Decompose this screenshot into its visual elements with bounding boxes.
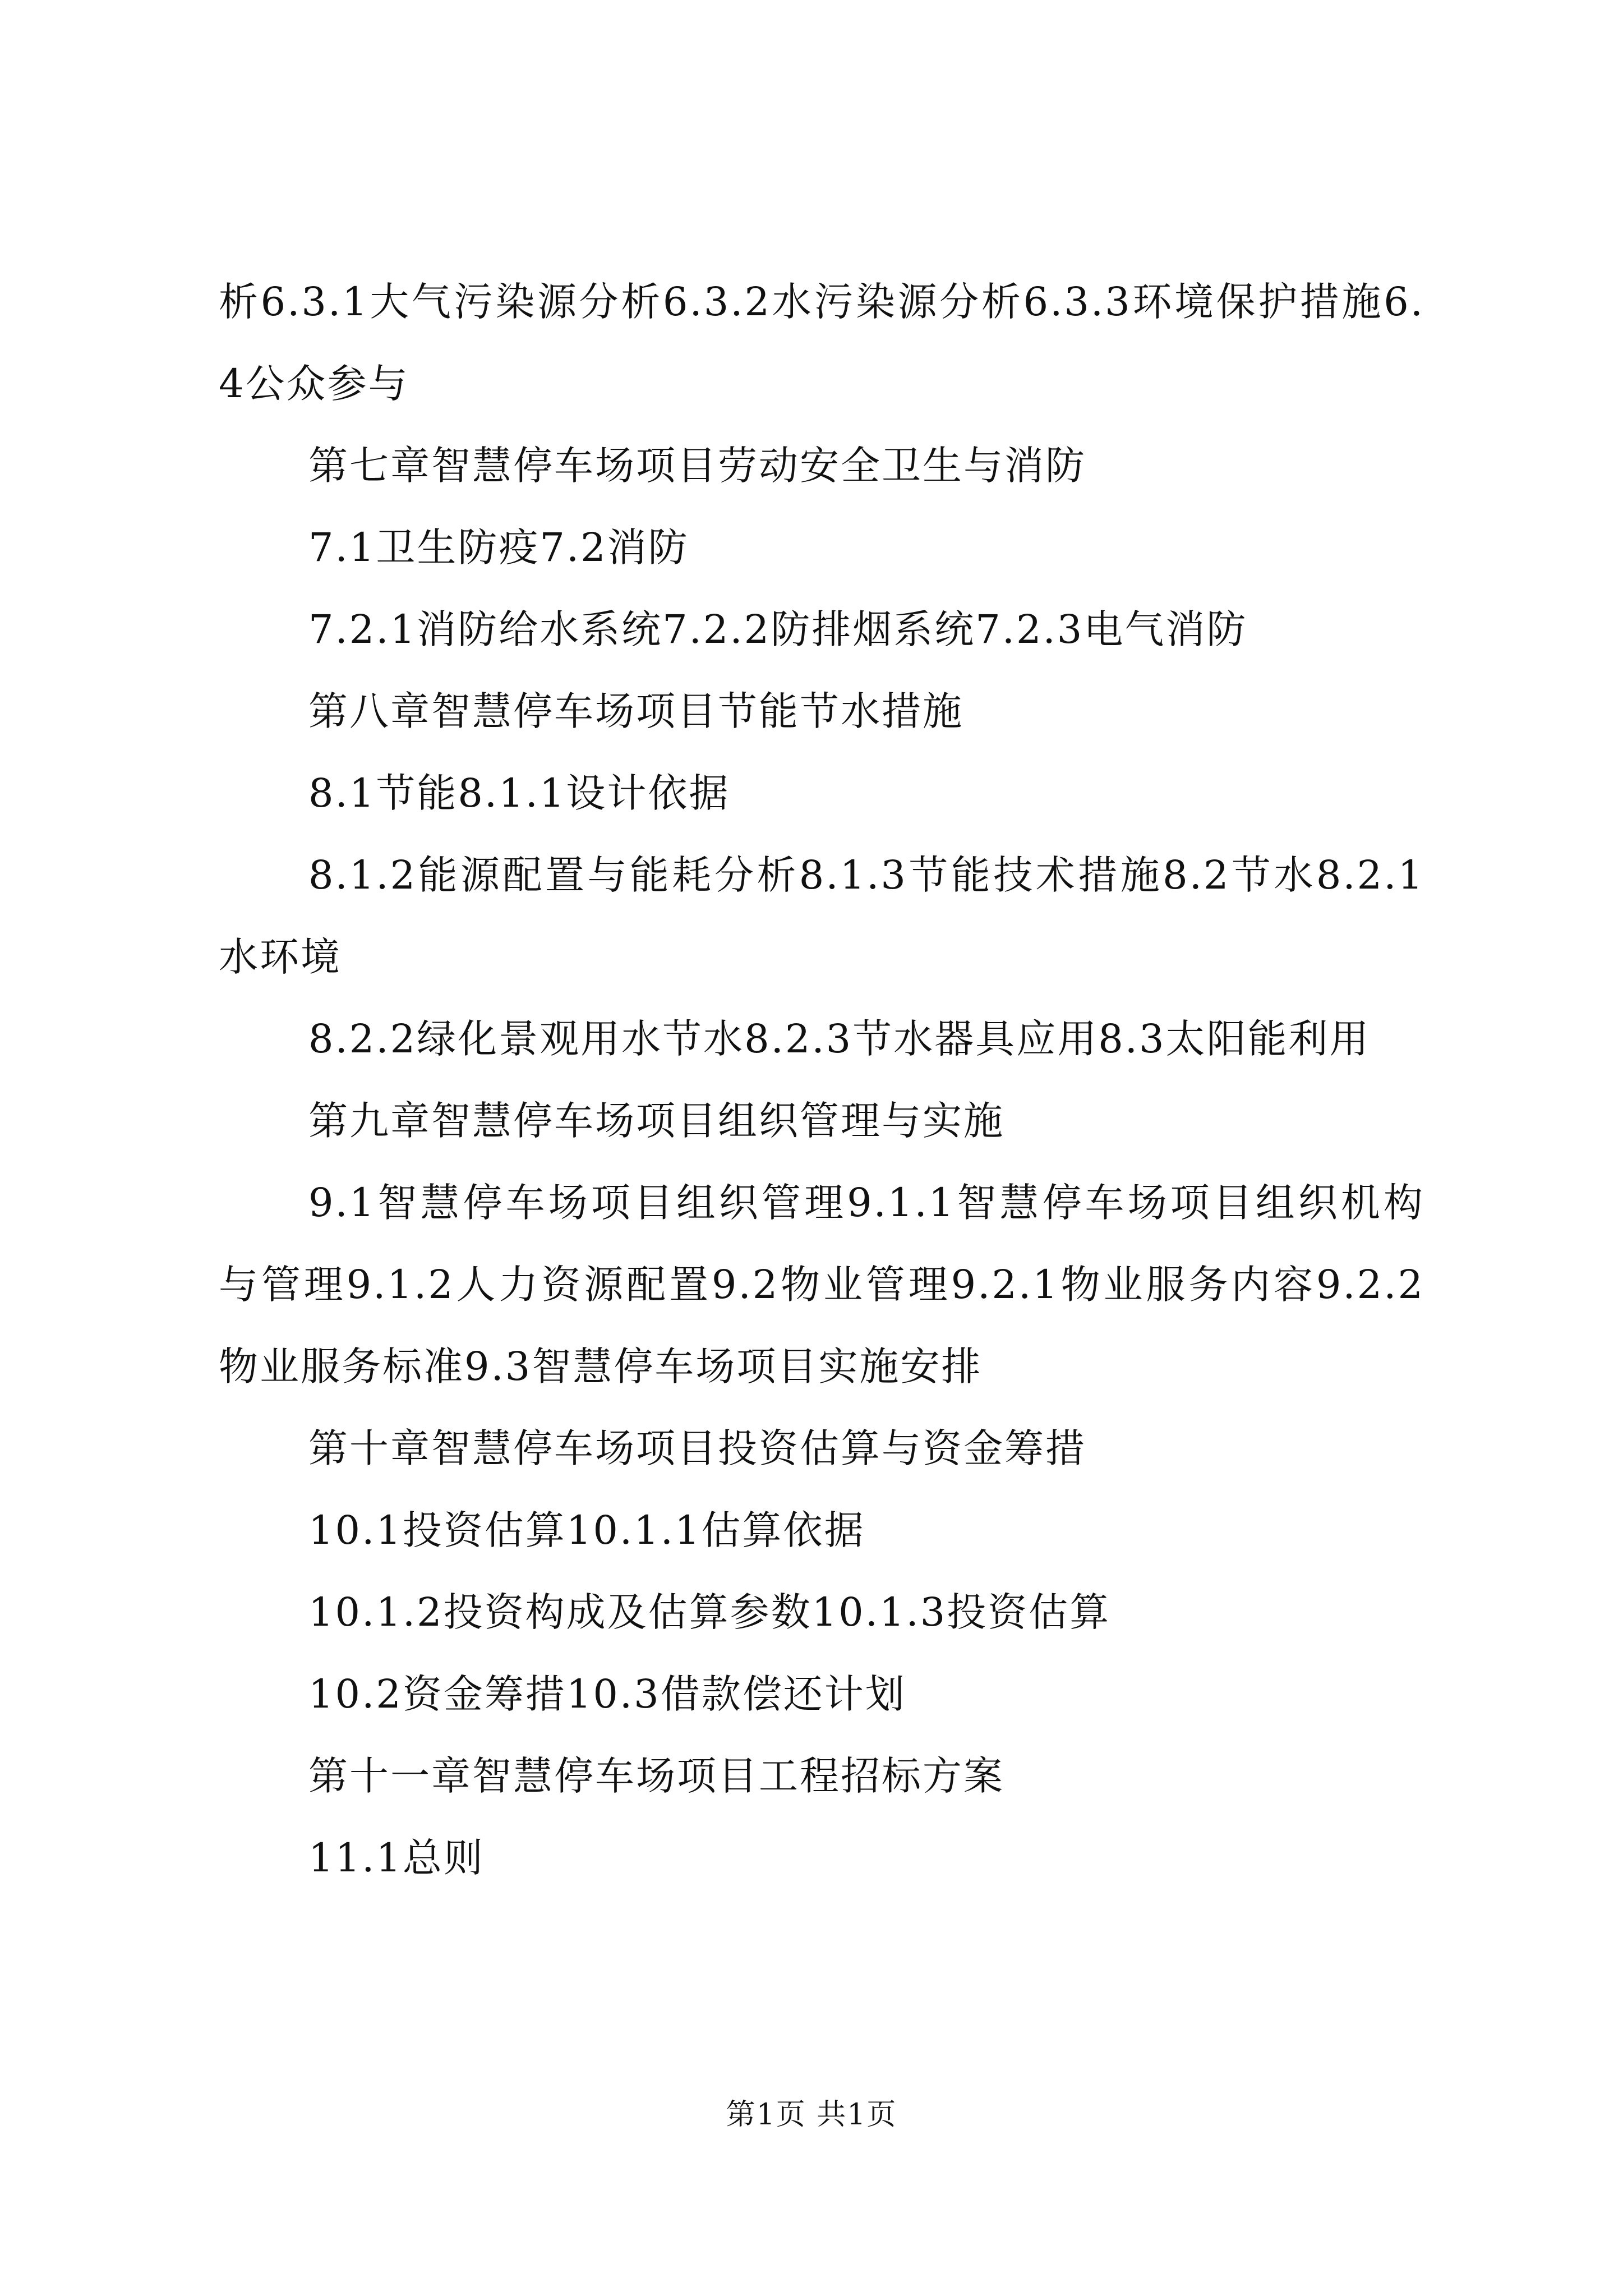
paragraph-8-2-2: 8.2.2绿化景观用水节水8.2.3节水器具应用8.3太阳能利用 <box>308 1016 1371 1062</box>
paragraph-10-2: 10.2资金筹措10.3借款偿还计划 <box>308 1671 906 1717</box>
chapter-8-heading: 第八章智慧停车场项目节能节水措施 <box>308 688 963 734</box>
paragraph-8-1: 8.1节能8.1.1设计依据 <box>308 770 730 816</box>
paragraph-7-1: 7.1卫生防疫7.2消防 <box>308 524 689 570</box>
paragraph-11-1: 11.1总则 <box>308 1835 485 1881</box>
chapter-7-heading: 第七章智慧停车场项目劳动安全卫生与消防 <box>308 443 1086 489</box>
page-number-label: 第1页 共1页 <box>726 2098 897 2132</box>
chapter-11-heading: 第十一章智慧停车场项目工程招标方案 <box>308 1753 1004 1799</box>
paragraph-10-1-2: 10.1.2投资构成及估算参数10.1.3投资估算 <box>308 1589 1111 1635</box>
paragraph-9-1: 9.1智慧停车场项目组织管理9.1.1智慧停车场项目组织机构与管理9.1.2人力资源配置9.2物业管理9.2.1物业服务内容9.2.2物业服务标准9.3智慧停车场项目实施安排 <box>219 1180 1424 1389</box>
chapter-9-heading: 第九章智慧停车场项目组织管理与实施 <box>308 1098 1004 1144</box>
document-body <box>219 261 1424 1899</box>
paragraph-8-1-2: 8.1.2能源配置与能耗分析8.1.3节能技术措施8.2节水8.2.1水环境 <box>219 852 1424 980</box>
paragraph-10-1: 10.1投资估算10.1.1估算依据 <box>308 1507 865 1553</box>
paragraph-7-2-1: 7.2.1消防给水系统7.2.2防排烟系统7.2.3电气消防 <box>308 606 1248 652</box>
chapter-10-heading: 第十章智慧停车场项目投资估算与资金筹措 <box>308 1425 1086 1471</box>
paragraph-continued-6-3: 析6.3.1大气污染源分析6.3.2水污染源分析6.3.3环境保护措施6.4公众参与 <box>219 279 1424 407</box>
page-footer <box>0 2095 1623 2134</box>
